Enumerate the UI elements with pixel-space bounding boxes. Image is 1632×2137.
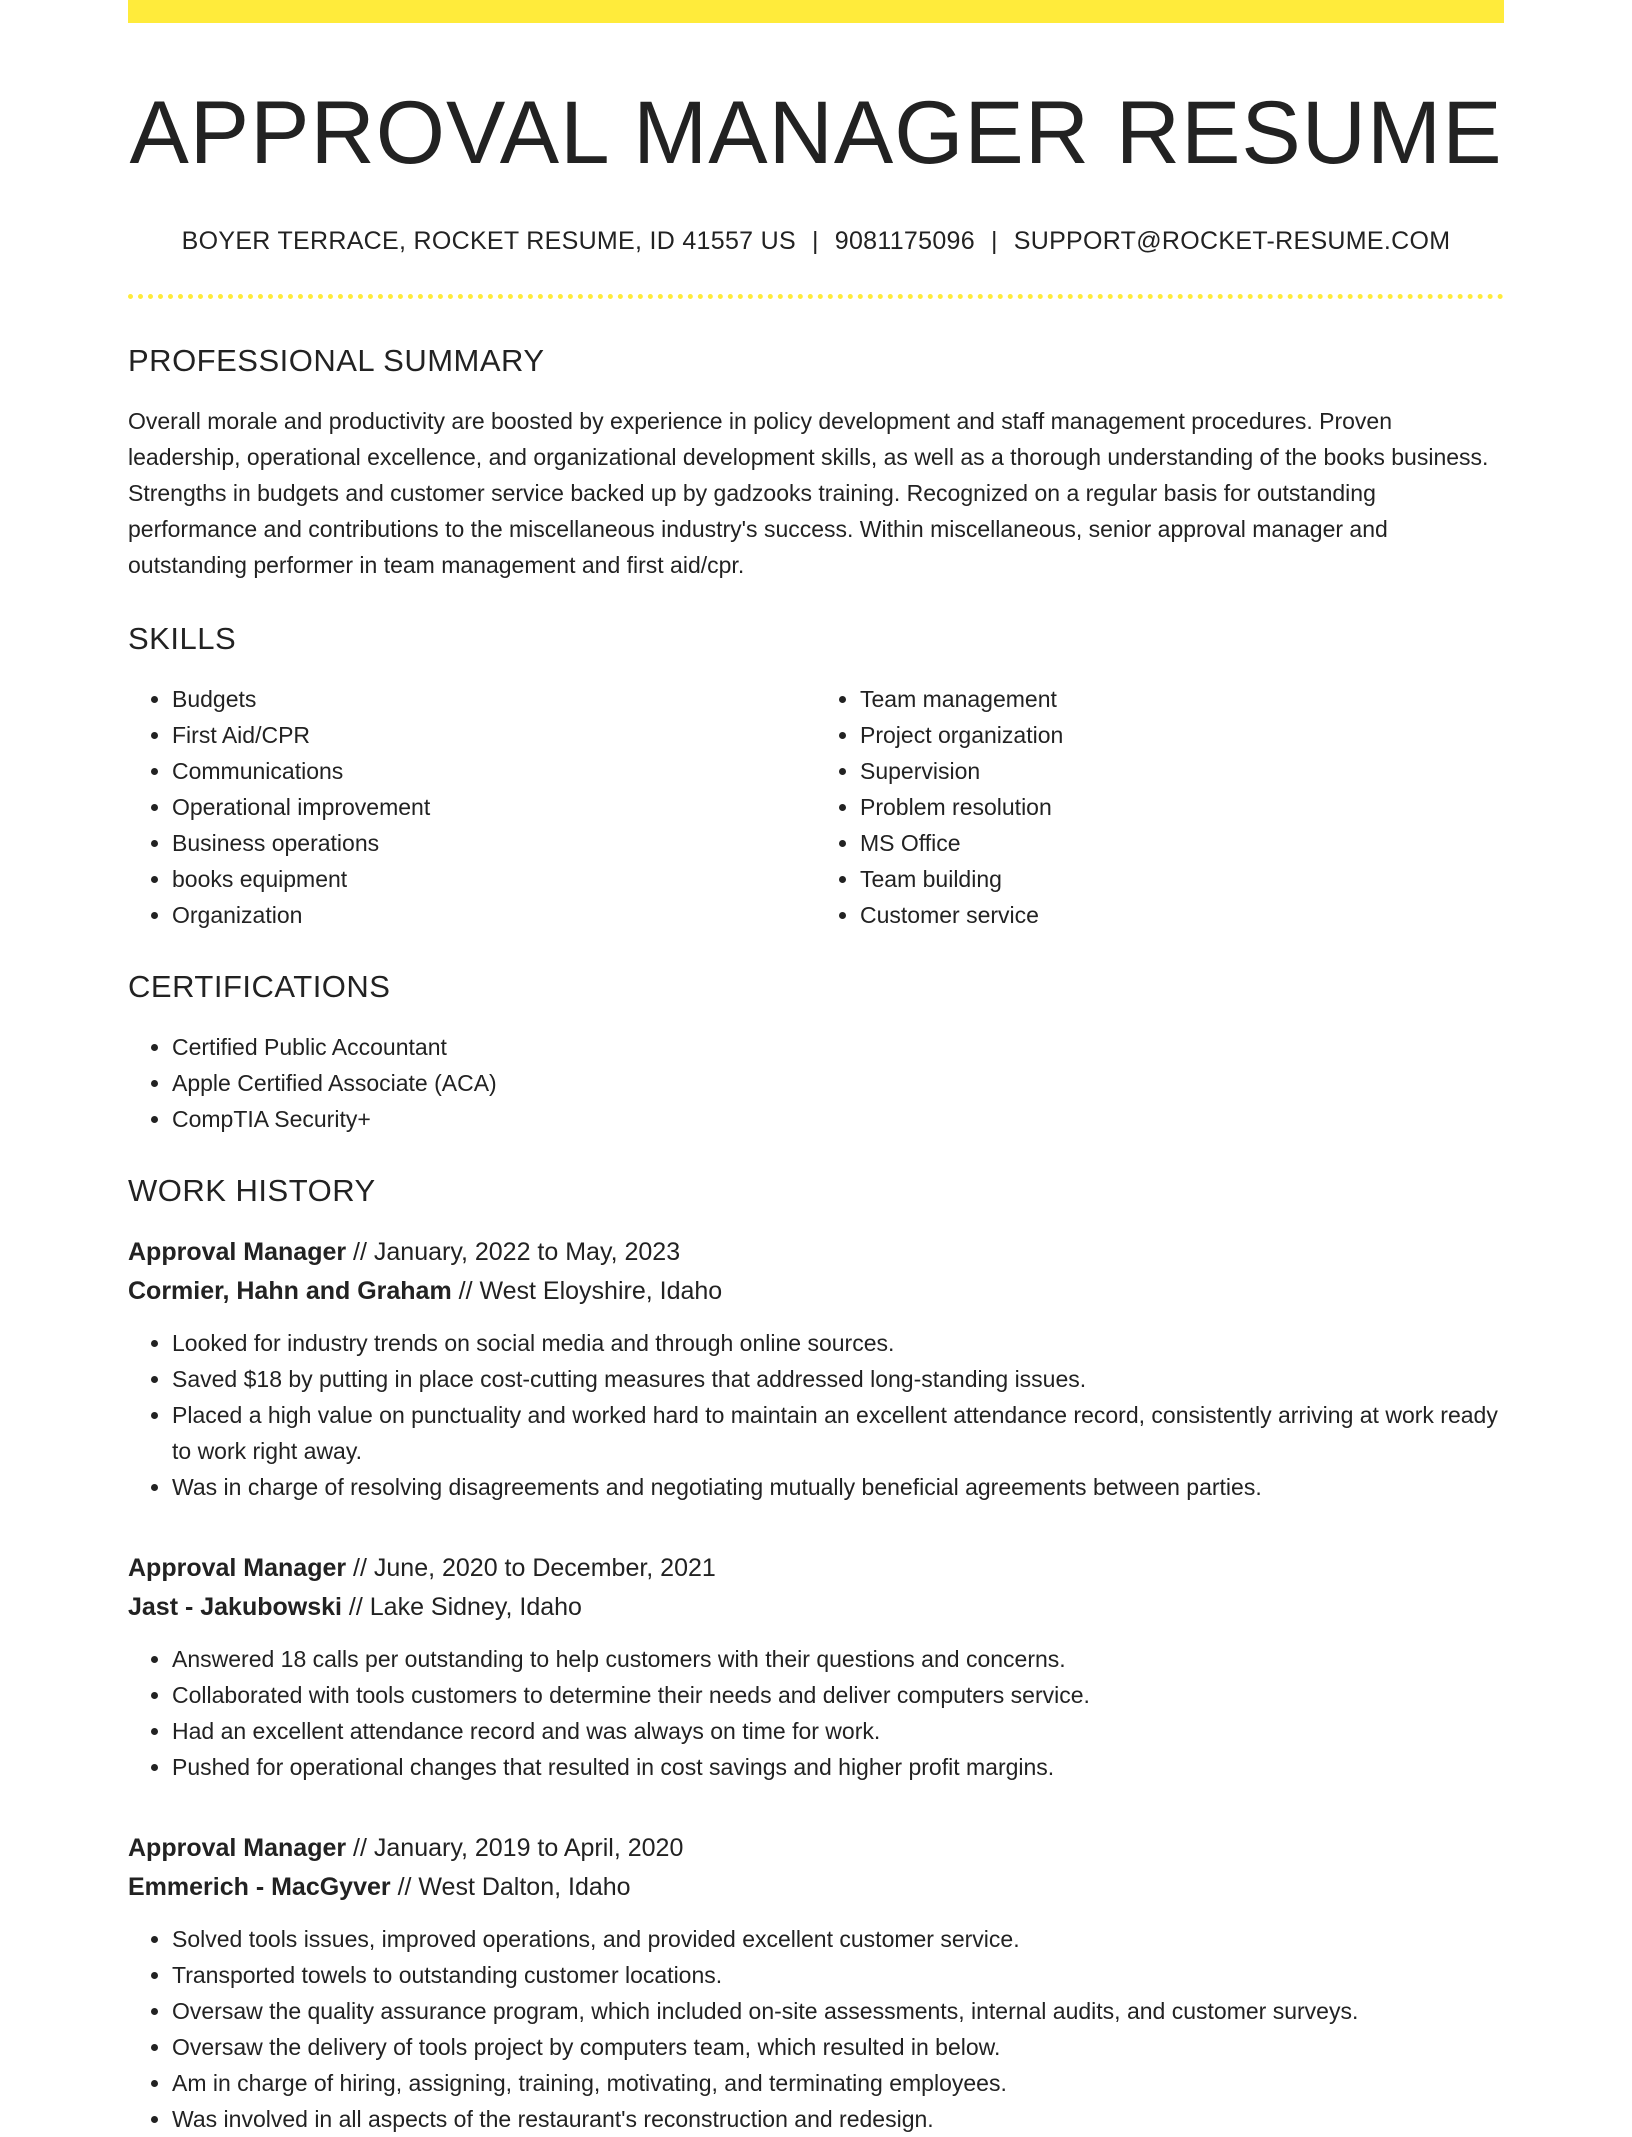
job-company-line bbox=[128, 1868, 1504, 1907]
job-role-line bbox=[128, 1549, 1504, 1588]
job-bullets bbox=[128, 1641, 1504, 1785]
contact-email: SUPPORT@ROCKET-RESUME.COM bbox=[1013, 227, 1451, 256]
skill-item: • Customer service bbox=[860, 897, 1504, 933]
skill-item: • Communications bbox=[172, 753, 816, 789]
certification-item: • CompTIA Security+ bbox=[172, 1101, 1504, 1137]
job-company-line bbox=[128, 1588, 1504, 1627]
job-location: // Lake Sidney, Idaho bbox=[341, 1593, 582, 1622]
job-role: Approval Manager bbox=[128, 1554, 347, 1583]
resume-page bbox=[128, 0, 1504, 2137]
job-bullet: • Oversaw the quality assurance program, which included on-site assessments, internal audits, and customer surveys. bbox=[172, 1993, 1504, 2029]
job-bullet: • Solved tools issues, improved operations, and provided excellent customer service. bbox=[172, 1921, 1504, 1957]
job-company: Cormier, Hahn and Graham bbox=[128, 1277, 452, 1306]
work-history-heading: WORK HISTORY bbox=[128, 1173, 376, 1209]
job-bullet: • Looked for industry trends on social media and through online sources. bbox=[172, 1325, 1504, 1361]
job-dates: // January, 2022 to May, 2023 bbox=[346, 1238, 681, 1267]
job-company-line bbox=[128, 1272, 1504, 1311]
certifications-list bbox=[128, 1029, 1504, 1137]
job-role-line bbox=[128, 1233, 1504, 1272]
job-entry bbox=[128, 1233, 1504, 1505]
job-company: Jast - Jakubowski bbox=[128, 1593, 342, 1622]
job-bullet: • Was involved in all aspects of the restaurant's reconstruction and redesign. bbox=[172, 2101, 1504, 2137]
skill-item: • MS Office bbox=[860, 825, 1504, 861]
summary-text: Overall morale and productivity are boosted by experience in policy development and staff management procedures. Proven leadership, operational excellence, and organizational development skills, as well as a thorough understanding of the books business. Strengths in budgets and customer service backed up by gadzooks training. Recognized on a regular basis for outstanding performance and contributions to the miscellaneous industry's success. Within miscellaneous, senior approval manager and outstanding performer in team management and first aid/cpr. bbox=[128, 408, 1489, 579]
job-dates: // January, 2019 to April, 2020 bbox=[346, 1834, 684, 1863]
skill-item: • Business operations bbox=[172, 825, 816, 861]
skills-list-right bbox=[816, 681, 1504, 933]
skills-heading: SKILLS bbox=[128, 621, 237, 657]
skill-item: • Operational improvement bbox=[172, 789, 816, 825]
skills-columns bbox=[128, 681, 1504, 933]
job-role-line bbox=[128, 1829, 1504, 1868]
job-bullet: • Transported towels to outstanding customer locations. bbox=[172, 1957, 1504, 1993]
job-role: Approval Manager bbox=[128, 1238, 347, 1267]
skill-item: • Budgets bbox=[172, 681, 816, 717]
contact-separator: | bbox=[811, 227, 819, 256]
job-bullet: • Saved $18 by putting in place cost-cutting measures that addressed long-standing issues. bbox=[172, 1361, 1504, 1397]
contact-address: BOYER TERRACE, ROCKET RESUME, ID 41557 US bbox=[181, 227, 796, 256]
dotted-divider bbox=[128, 294, 1504, 299]
job-bullet: • Was in charge of resolving disagreements and negotiating mutually beneficial agreements between parties. bbox=[172, 1469, 1504, 1505]
contact-separator: | bbox=[990, 227, 998, 256]
job-bullet: • Collaborated with tools customers to determine their needs and deliver computers service. bbox=[172, 1677, 1504, 1713]
job-bullets bbox=[128, 1325, 1504, 1505]
skill-item: • First Aid/CPR bbox=[172, 717, 816, 753]
job-bullet: • Answered 18 calls per outstanding to help customers with their questions and concerns. bbox=[172, 1641, 1504, 1677]
job-entry bbox=[128, 1829, 1504, 2137]
certifications-heading: CERTIFICATIONS bbox=[128, 969, 391, 1005]
contact-phone: 9081175096 bbox=[834, 227, 975, 256]
certification-item: • Certified Public Accountant bbox=[172, 1029, 1504, 1065]
job-bullet: • Pushed for operational changes that resulted in cost savings and higher profit margins. bbox=[172, 1749, 1504, 1785]
skill-item: • Problem resolution bbox=[860, 789, 1504, 825]
job-bullet: • Oversaw the delivery of tools project by computers team, which resulted in below. bbox=[172, 2029, 1504, 2065]
skill-item: • Team management bbox=[860, 681, 1504, 717]
job-bullet: • Am in charge of hiring, assigning, training, motivating, and terminating employees. bbox=[172, 2065, 1504, 2101]
job-location: // West Dalton, Idaho bbox=[390, 1873, 631, 1902]
certification-item: • Apple Certified Associate (ACA) bbox=[172, 1065, 1504, 1101]
job-bullet: • Placed a high value on punctuality and worked hard to maintain an excellent attendance record, consistently arriving at work ready to work right away. bbox=[172, 1397, 1504, 1469]
skill-item: • Supervision bbox=[860, 753, 1504, 789]
job-entry bbox=[128, 1549, 1504, 1785]
job-bullets bbox=[128, 1921, 1504, 2137]
job-company: Emmerich - MacGyver bbox=[128, 1873, 391, 1902]
page-title: APPROVAL MANAGER RESUME bbox=[129, 82, 1503, 182]
top-accent-bar bbox=[128, 0, 1504, 23]
contact-line bbox=[128, 227, 1504, 256]
skill-item: • Project organization bbox=[860, 717, 1504, 753]
job-dates: // June, 2020 to December, 2021 bbox=[346, 1554, 716, 1583]
summary-heading: PROFESSIONAL SUMMARY bbox=[128, 343, 545, 379]
skill-item: • books equipment bbox=[172, 861, 816, 897]
job-role: Approval Manager bbox=[128, 1834, 347, 1863]
job-location: // West Eloyshire, Idaho bbox=[451, 1277, 723, 1306]
skill-item: • Organization bbox=[172, 897, 816, 933]
skills-list-left bbox=[128, 681, 816, 933]
job-bullet: • Had an excellent attendance record and was always on time for work. bbox=[172, 1713, 1504, 1749]
skill-item: • Team building bbox=[860, 861, 1504, 897]
